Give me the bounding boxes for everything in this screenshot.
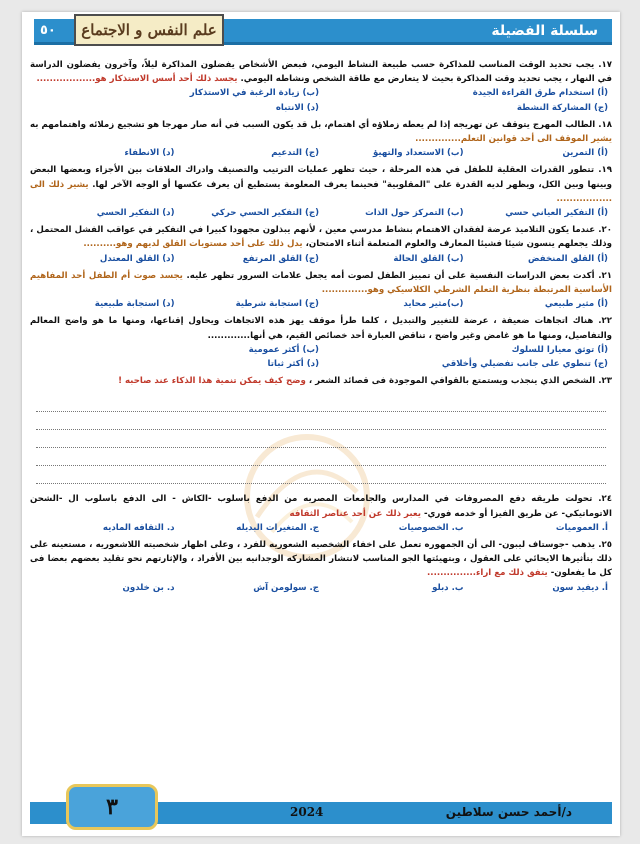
option-b[interactable]: ب. الخصوصيات: [398, 522, 464, 533]
author-name: د/أحمد حسن سلاطين: [445, 805, 572, 819]
question-prompt: يدل ذلك على أحد مستويات القلق لديهم وهو..........: [83, 239, 303, 250]
option-a[interactable]: (أ) استخدام طرق القراءة الجيدة: [472, 88, 608, 99]
question-prompt: يعبر ذلك عن أحد عناصر الثقافه: [289, 508, 421, 519]
answer-line[interactable]: [36, 412, 606, 430]
option-a[interactable]: (أ) التمرين: [562, 148, 608, 159]
options-list: [30, 343, 612, 371]
option-c[interactable]: (ج) التدعيم: [271, 148, 319, 159]
question-20: [30, 223, 612, 266]
question-text: أكدت بعض الدراسات النفسية على أن تمييز الطفل لصوت أمه يجعل علامات السرور تظهر عليه.: [186, 270, 595, 281]
option-a[interactable]: أ. العموميات: [555, 522, 608, 533]
question-text: عندما يكون التلاميذ عرضة لفقدان الاهتمام بنشاط مدرسي معين ، لأنهم يبذلون مجهودا كبيرا في التفكير في عواقب الفشل المحتمل ، وذلك يجعلهم ينسون شيئا فشيئا المعارف والعلوم المتعلمة أثناء الامتحان،: [30, 225, 612, 250]
option-d[interactable]: (د) القلق المعتدل: [99, 253, 175, 264]
questions-section: [30, 58, 612, 598]
option-a[interactable]: (أ) التفكير العياني حسي: [505, 208, 608, 219]
question-number: ٢٤.: [598, 494, 612, 505]
option-a[interactable]: (أ) مثير طبيعي: [544, 299, 608, 310]
question-23: [30, 374, 612, 484]
question-text: تتطور القدرات العقلية للطفل في هذه المرحلة ، حيث تظهر عمليات الترتيب والتصنيف وادراك العلاقات بين الأجزاء وبعضها البعض وبينها وبين الكل، ويظهر لديه القدرة على "المقلوبية" فحينما يعرف المعلومة يستطيع أن يعرف عكسها أو الوجه الآخر لها.: [30, 165, 613, 190]
question-text: يجب تحديد الوقت المناسب للمذاكرة حسب طبيعة النشاط اليومي، فبعض الأشخاص يفضلون المذاكرة ليلاً، وآخرون يفضلون الدراسة في النهار ، يجب تحديد وقت المذاكرة بحيث لا يتعارض مع طاقة الشخص ونشاطه اليومي.: [30, 60, 612, 85]
header-page-label: ٥٠: [40, 23, 56, 38]
page-number-tab: ٣: [66, 784, 158, 830]
option-d[interactable]: (د) الانطفاء: [124, 148, 175, 159]
option-b[interactable]: (ب) أكثر عمومية: [248, 344, 319, 355]
question-text: الشخص الذي ينجذب ويستمتع بالقوافي الموجودة فى قصائد الشعر ،: [308, 376, 596, 387]
option-c[interactable]: ج. المتغيرات البديله: [236, 522, 319, 533]
answer-line[interactable]: [36, 394, 606, 412]
options-list: [30, 146, 612, 160]
page-header: [30, 16, 612, 50]
question-21: [30, 269, 612, 312]
option-b[interactable]: (ب) الاستعداد والتهيؤ: [372, 148, 464, 159]
subject-badge: علم النفس و الاجتماع: [74, 14, 224, 46]
year-label: 2024: [290, 805, 324, 819]
option-d[interactable]: د. الثقافه الماديه: [102, 522, 175, 533]
question-number: ٢٢.: [598, 316, 612, 327]
option-b[interactable]: (ب) زيادة الرغبة في الاستذكار: [189, 88, 319, 99]
option-b[interactable]: (ب) التمركز حول الذات: [365, 208, 464, 219]
option-c[interactable]: (ج) استجابة شرطية: [235, 299, 319, 310]
options-list: [30, 206, 612, 220]
option-c[interactable]: ج. سولومن آش: [253, 582, 319, 593]
question-prompt: يجسد صوت أم الطفل أحد المفاهيم الأساسية المرتبطة بنظرية التعلم الشرطي الكلاسيكي وهو..............: [30, 270, 612, 296]
question-24: [30, 492, 612, 535]
options-list: [30, 521, 612, 535]
series-title: سلسلة الفضيلة: [491, 23, 598, 39]
question-19: [30, 163, 612, 220]
option-b[interactable]: (ب) القلق الحالة: [393, 253, 464, 264]
option-c[interactable]: (ج) القلق المرتفع: [242, 253, 319, 264]
question-prompt: يشير ذلك الى .................: [30, 179, 612, 204]
question-number: ٢٥.: [598, 540, 612, 551]
option-c[interactable]: (ج) التفكير الحسي حركي: [211, 208, 319, 219]
question-prompt: يجسد ذلك أحد أسس الاستذكار هو..................: [36, 74, 238, 85]
question-text: الطالب المهرج يتوقف عن تهريجه إذا لم يعطه زملاؤه أي اهتمام، بل قد يكون السبب في أنه صار مهرجا هو تشجيع زملائه واهتمامهم به: [30, 119, 596, 130]
option-a[interactable]: (أ) القلق المنخفض: [528, 253, 608, 264]
option-d[interactable]: (د) الانتباه: [275, 102, 319, 113]
answer-line[interactable]: [36, 466, 606, 484]
question-text: تحولت طريقه دفع المصروفات في المدارس والجامعات المصريه من الدفع باسلوب -الكاش - الى الدفع باسلوب ال -الشحن الاتوماتيكي- عن طريق الفيزا أو خدمه فوري-: [30, 494, 612, 519]
option-c[interactable]: (ج) تنطوي على جانب تفضيلي وأخلاقي: [441, 359, 608, 370]
option-d[interactable]: (د) التفكير الحسي: [96, 208, 175, 219]
question-number: ١٨.: [598, 119, 612, 130]
question-prompt: يتفق ذلك مع اراء...............: [427, 568, 548, 579]
answer-line[interactable]: [36, 430, 606, 448]
question-number: ٢١.: [598, 270, 612, 281]
question-text: هناك اتجاهات ضعيفة ، عرضة للتغيير والتبديل ، كلما طرأ موقف يهز هذه الاتجاهات ويحاول إقناعها، ومنها ما هو واضح المعالم والتفاصيل، ومنها ما هو غامض وغير واضح ، تناقض العبارة أحد خصائص القيم، هي أنها.............: [30, 316, 612, 341]
option-d[interactable]: د. بن خلدون: [122, 582, 175, 593]
options-list: [30, 86, 612, 114]
options-list: [30, 252, 612, 266]
options-list: [30, 297, 612, 311]
option-a[interactable]: أ. ديفيد سون: [552, 582, 608, 593]
question-25: [30, 538, 612, 595]
question-text: يذهب -جوستاف ليبون- الى أن الجمهوره تعمل على اخفاء الشخصيه الشعوريه للفرد ، وعلى اظهار شخصيته اللاشعوريه ، مستعينه على ذلك بتأثيرها الايحائي على العقول ، وبتهيئتها الجو المناسب لانتشار المشاركه الوجدانيه بين الأفراد ، والإثارتهم نحو تقليد بعضهم بعضا فى كل ما يفعلون-: [30, 540, 612, 579]
question-prompt: يشير الموقف الى أحد قوانين التعلم..............: [415, 134, 612, 145]
option-c[interactable]: (ج) المشاركة النشطة: [516, 102, 608, 113]
question-number: ٢٣.: [598, 376, 612, 387]
option-d[interactable]: (د) أكثر ثباتا: [267, 359, 319, 370]
option-a[interactable]: (أ) توثق معيارا للسلوك: [511, 344, 608, 355]
option-d[interactable]: (د) استجابة طبيعية: [94, 299, 175, 310]
question-18: [30, 118, 612, 161]
question-number: ٢٠.: [598, 225, 612, 236]
question-22: [30, 314, 612, 371]
question-17: [30, 58, 612, 115]
question-number: ١٧.: [598, 60, 612, 70]
answer-lines[interactable]: [30, 388, 612, 484]
option-b[interactable]: ب. دبلو: [432, 582, 464, 593]
answer-line[interactable]: [36, 448, 606, 466]
document-page: [22, 12, 620, 836]
option-b[interactable]: (ب)مثير محايد: [403, 299, 464, 310]
options-list: [30, 581, 612, 595]
question-number: ١٩.: [598, 165, 612, 176]
question-prompt: وضح كيف يمكن تنمية هذا الذكاء عند صاحبه !: [118, 376, 306, 387]
page-footer: [22, 784, 620, 836]
